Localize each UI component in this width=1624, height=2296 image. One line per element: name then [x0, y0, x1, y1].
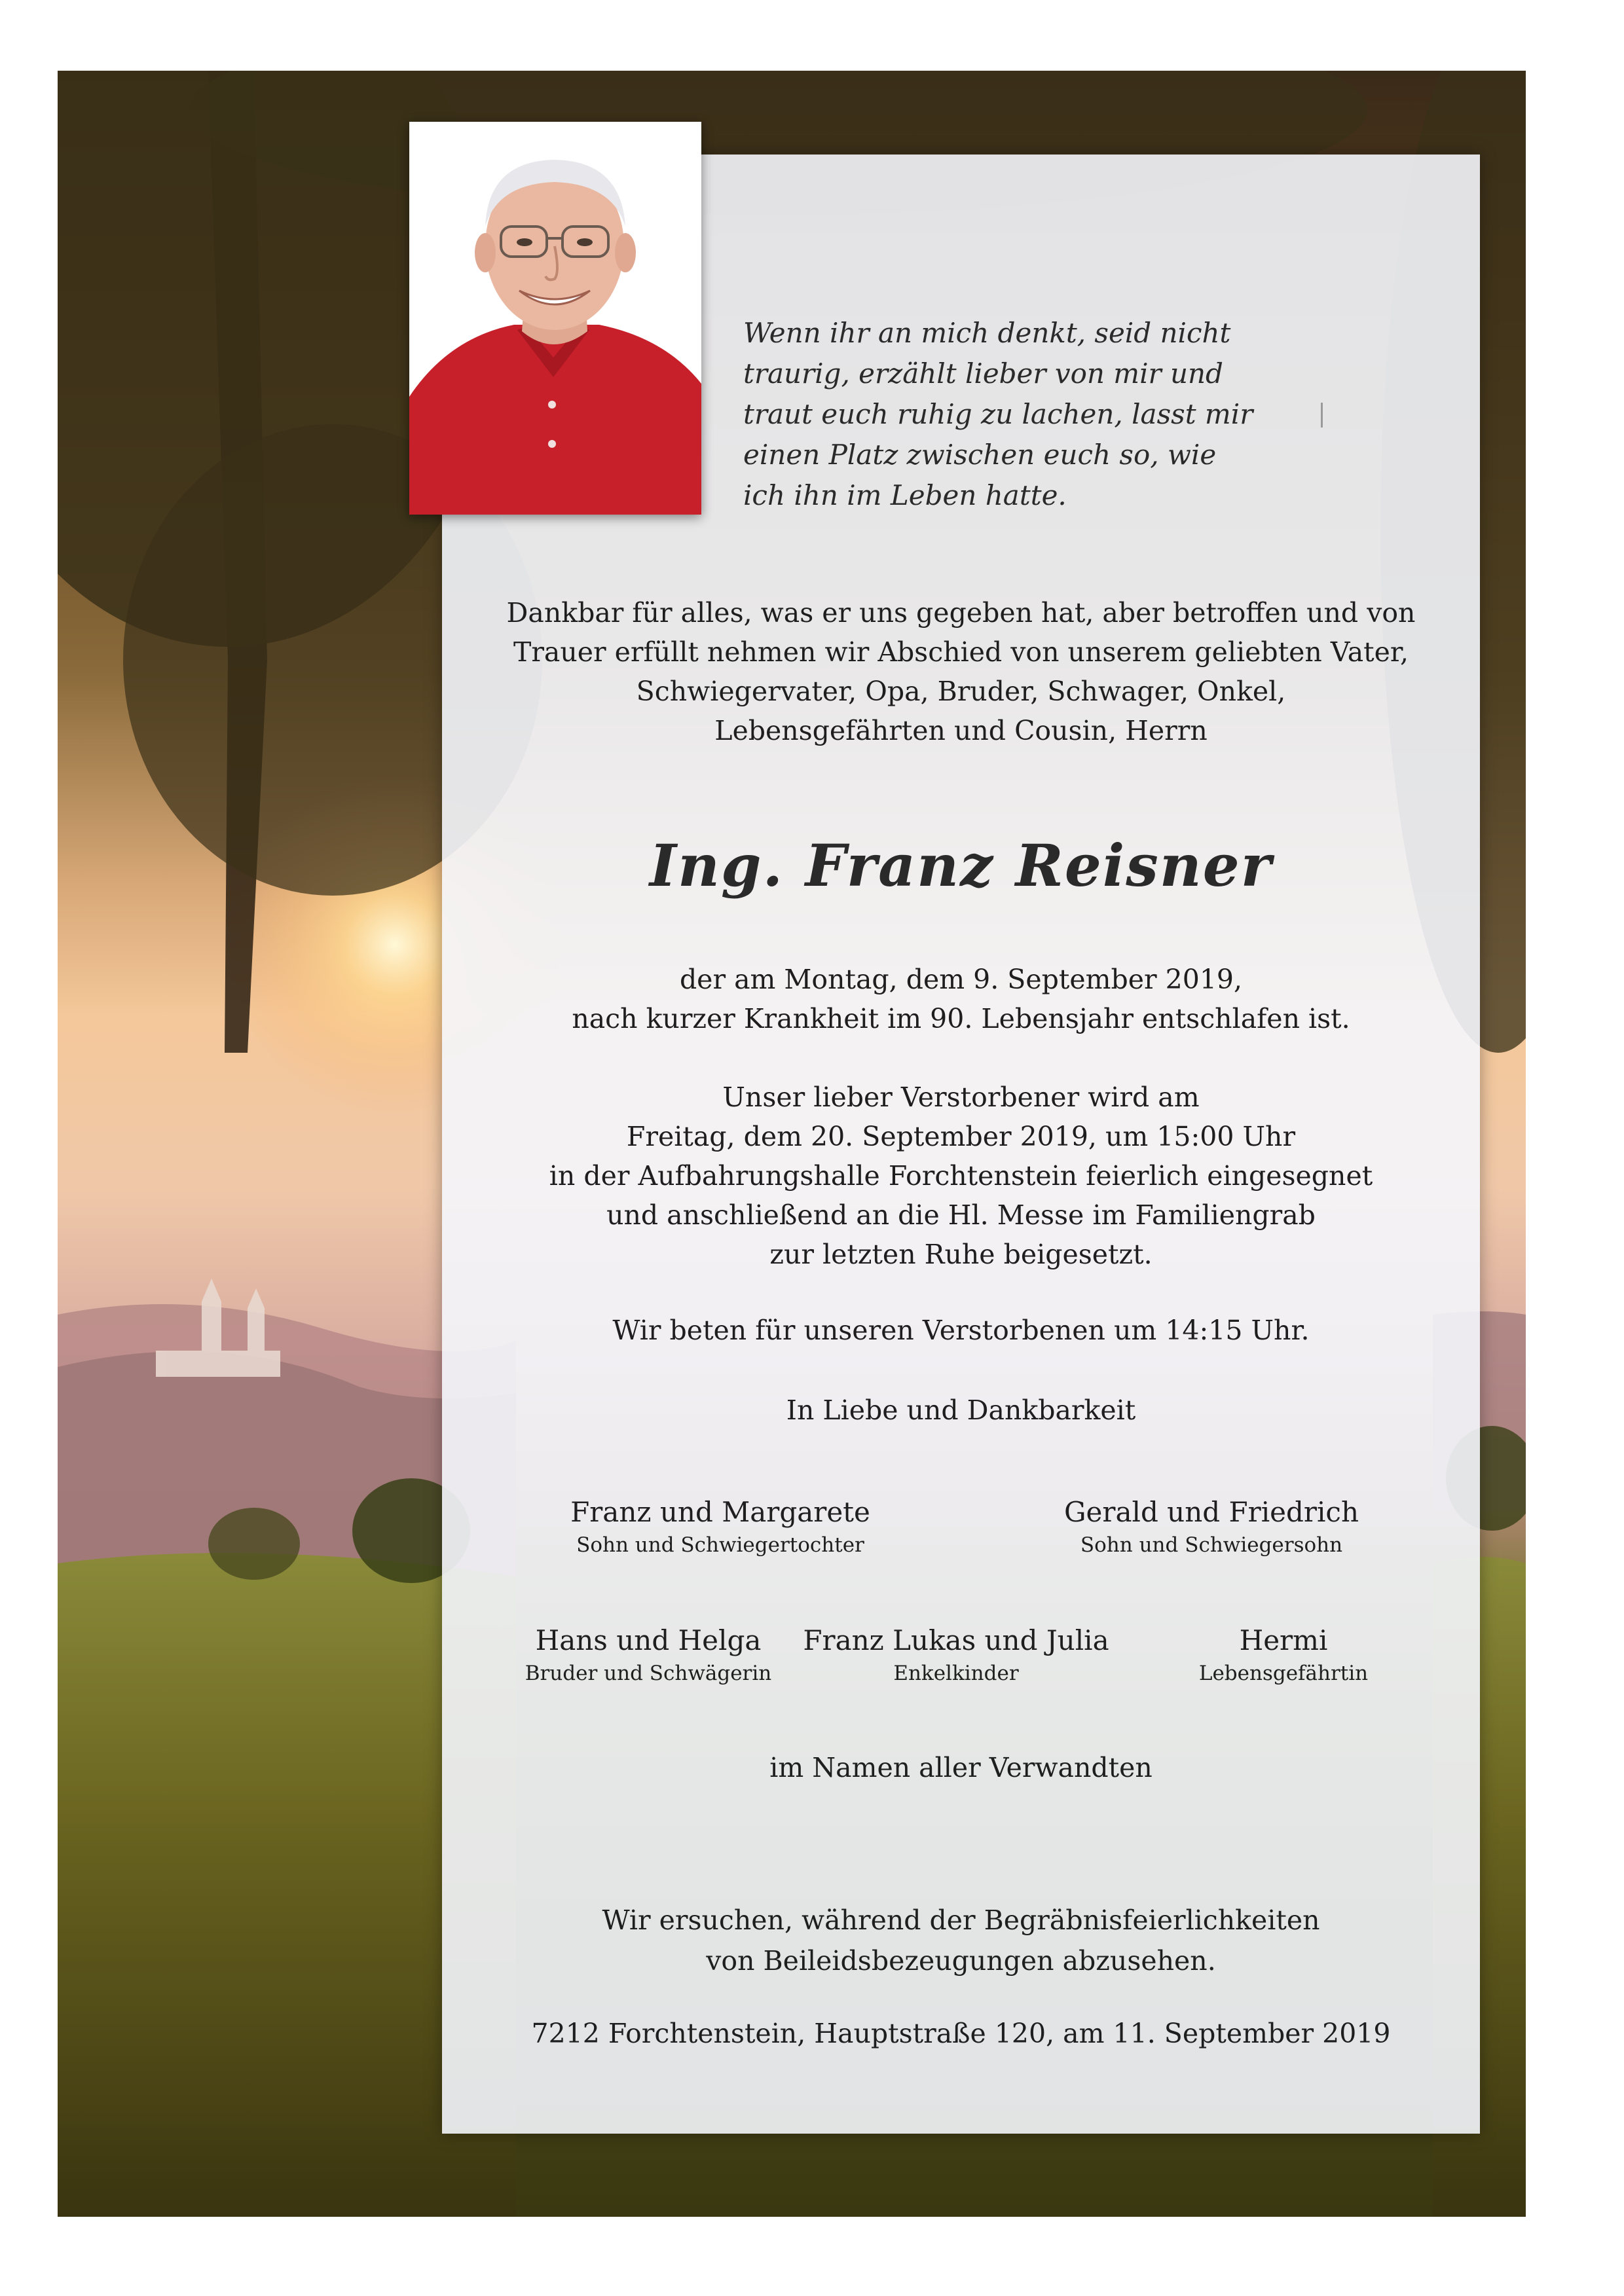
- funeral-line: Freitag, dem 20. September 2019, um 15:00 Uhr: [626, 1121, 1296, 1152]
- quote-line: ich ihn im Leben hatte.: [743, 479, 1067, 511]
- mourner-entry: [478, 1622, 819, 1688]
- intro-line: Lebensgefährten und Cousin, Herrn: [714, 715, 1208, 746]
- mourner-names: Franz Lukas und Julia: [803, 1624, 1109, 1656]
- place-and-date: 7212 Forchtenstein, Hauptstraße 120, am 11. September 2019: [531, 2018, 1391, 2049]
- mourner-entry: [1002, 1494, 1421, 1559]
- intro-line: Schwiegervater, Opa, Bruder, Schwager, Onkel,: [636, 676, 1286, 707]
- request-line: von Beileidsbezeugungen abzusehen.: [706, 1945, 1216, 1977]
- mourner-relation: Sohn und Schwiegersohn: [1080, 1533, 1343, 1557]
- funeral-line: Unser lieber Verstorbener wird am: [722, 1082, 1200, 1113]
- death-notice: [458, 960, 1464, 1038]
- death-line: der am Montag, dem 9. September 2019,: [679, 964, 1243, 995]
- mourner-names: Hans und Helga: [535, 1624, 762, 1656]
- funeral-info: [458, 1078, 1464, 1274]
- mourner-entry: [773, 1622, 1139, 1688]
- mourner-relation: Enkelkinder: [893, 1662, 1019, 1685]
- portrait-illustration: [409, 122, 701, 515]
- closing-phrase: In Liebe und Dankbarkeit: [786, 1394, 1136, 1426]
- funeral-line: zur letzten Ruhe beigesetzt.: [769, 1239, 1153, 1270]
- mourner-entry: [511, 1494, 930, 1559]
- prayer-time: Wir beten für unseren Verstorbenen um 14:15 Uhr.: [612, 1315, 1310, 1346]
- scan-mark: [1321, 403, 1323, 428]
- family-note: im Namen aller Verwandten: [769, 1752, 1153, 1783]
- condolence-request: [458, 1900, 1464, 1981]
- intro-line: Trauer erfüllt nehmen wir Abschied von unserem geliebten Vater,: [513, 636, 1409, 668]
- funeral-line: und anschließend an die Hl. Messe im Familiengrab: [606, 1199, 1316, 1231]
- death-line: nach kurzer Krankheit im 90. Lebensjahr entschlafen ist.: [572, 1003, 1350, 1034]
- deceased-name: Ing. Franz Reisner: [649, 831, 1273, 900]
- mourner-relation: Sohn und Schwiegertochter: [576, 1533, 864, 1557]
- portrait-photo: [409, 122, 701, 515]
- quote-line: einen Platz zwischen euch so, wie: [743, 439, 1217, 471]
- funeral-line: in der Aufbahrungshalle Forchtenstein feierlich eingesegnet: [549, 1160, 1373, 1192]
- mourner-names: Hermi: [1239, 1624, 1328, 1656]
- request-line: Wir ersuchen, während der Begräbnisfeierlichkeiten: [602, 1904, 1320, 1936]
- red-shirt: [409, 325, 701, 515]
- mourner-relation: Lebensgefährtin: [1198, 1662, 1369, 1685]
- intro-paragraph: [458, 593, 1464, 750]
- intro-line: Dankbar für alles, was er uns gegeben hat, aber betroffen und von: [506, 597, 1416, 629]
- mourner-names: Franz und Margarete: [570, 1496, 870, 1528]
- mourner-relation: Bruder und Schwägerin: [525, 1662, 772, 1685]
- quote-line: Wenn ihr an mich denkt, seid nicht: [743, 317, 1231, 349]
- mourner-entry: [1113, 1622, 1454, 1688]
- memorial-quote: [743, 313, 1280, 516]
- quote-line: traurig, erzählt lieber von mir und: [743, 357, 1223, 390]
- mourner-names: Gerald und Friedrich: [1063, 1496, 1359, 1528]
- quote-line: traut euch ruhig zu lachen, lasst mir: [743, 398, 1253, 430]
- bush: [208, 1508, 300, 1580]
